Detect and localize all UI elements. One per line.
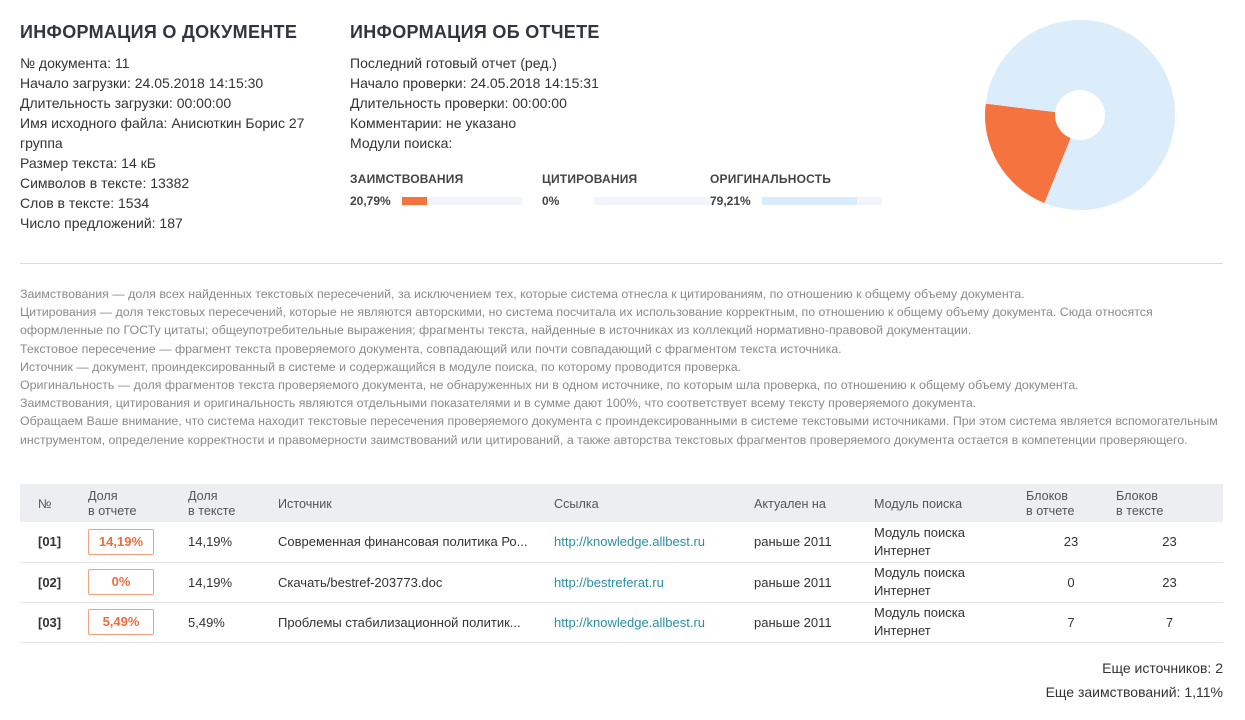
row-date: раньше 2011 bbox=[754, 602, 874, 642]
metric-citations-bar bbox=[594, 197, 714, 205]
upload-start: Начало загрузки: 24.05.2018 14:15:30 bbox=[20, 75, 264, 91]
row-link[interactable]: http://knowledge.allbest.ru bbox=[554, 614, 706, 630]
header-source[interactable]: Источник bbox=[278, 496, 332, 511]
table-row[interactable] bbox=[20, 522, 1223, 562]
row-link-cell bbox=[554, 522, 754, 562]
metric-originality-bar bbox=[762, 197, 882, 205]
row-share-text: 5,49% bbox=[188, 602, 278, 642]
share-report-badge[interactable]: 5,49% bbox=[88, 609, 154, 635]
metric-citations-value: 0% bbox=[542, 194, 560, 208]
check-start: Начало проверки: 24.05.2018 14:15:31 bbox=[350, 75, 599, 91]
metric-originality-value: 79,21% bbox=[710, 194, 751, 208]
definition-citations: Цитирования — доля текстовых пересечений, которые не являются авторскими, но система посчитала их использование корректным, по отношению к общему объему документа. Сюда относятся оформленные по ГОСТу цитаты; общеупотребительные выражения; фрагменты текста, найденные в источниках из коллекций нормативно-правовой документации. bbox=[20, 305, 1153, 338]
table-row[interactable] bbox=[20, 562, 1223, 602]
row-module-line1: Модуль поиска bbox=[874, 565, 965, 580]
row-share-report bbox=[88, 522, 188, 562]
sentence-count: Число предложений: 187 bbox=[20, 215, 183, 231]
comments: Комментарии: не указано bbox=[350, 115, 517, 131]
definition-originality: Оригинальность — доля фрагментов текста проверяемого документа, не обнаруженных ни в одном источнике, по которым шла проверка, по отношению к общему объему документа. bbox=[20, 378, 1079, 393]
metric-borrowings-bar bbox=[402, 197, 522, 205]
header-share-text-line2: в тексте bbox=[188, 504, 236, 518]
row-blocks-report: 7 bbox=[1026, 602, 1116, 642]
more-borrowings bbox=[1046, 684, 1223, 700]
doc-number: № документа: 11 bbox=[20, 55, 130, 71]
row-share-report bbox=[88, 602, 188, 642]
last-report: Последний готовый отчет (ред.) bbox=[350, 55, 557, 71]
metric-borrowings-fill bbox=[402, 197, 427, 205]
definition-borrowings: Заимствования — доля всех найденных текстовых пересечений, за исключением тех, которые система отнесла к цитированиям, по отношению к общему объему документа. bbox=[20, 287, 1025, 301]
check-duration: Длительность проверки: 00:00:00 bbox=[350, 95, 567, 111]
definitions-text bbox=[20, 285, 1225, 449]
row-share-text: 14,19% bbox=[188, 562, 278, 602]
share-report-badge[interactable]: 0% bbox=[88, 569, 154, 595]
row-source-title: Современная финансовая политика Ро... bbox=[278, 534, 528, 550]
row-module bbox=[874, 562, 1026, 602]
row-link[interactable]: http://bestreferat.ru bbox=[554, 574, 664, 590]
more-borrowings-value: 1,11% bbox=[1184, 684, 1223, 700]
row-module-line1: Модуль поиска bbox=[874, 524, 965, 540]
text-size: Размер текста: 14 кБ bbox=[20, 155, 156, 171]
metric-borrowings-value: 20,79% bbox=[350, 194, 391, 208]
document-info-title: ИНФОРМАЦИЯ О ДОКУМЕНТЕ bbox=[20, 22, 298, 42]
header-blocks-text-line2: в тексте bbox=[1116, 504, 1164, 518]
row-link[interactable]: http://knowledge.allbest.ru bbox=[554, 534, 706, 550]
sources-table bbox=[20, 484, 1223, 643]
row-blocks-report: 0 bbox=[1026, 562, 1116, 602]
row-share-report bbox=[88, 562, 188, 602]
char-count: Символов в тексте: 13382 bbox=[20, 175, 190, 191]
section-divider bbox=[20, 263, 1223, 264]
row-module-line2: Интернет bbox=[874, 542, 931, 558]
header-module[interactable]: Модуль поиска bbox=[874, 496, 963, 511]
row-module-line2: Интернет bbox=[874, 583, 931, 598]
row-blocks-text: 7 bbox=[1116, 602, 1223, 642]
header-blocks-report-line1: Блоков bbox=[1026, 489, 1068, 503]
table-row[interactable] bbox=[20, 602, 1223, 642]
share-report-badge[interactable]: 14,19% bbox=[88, 529, 154, 555]
report-info-list bbox=[350, 53, 599, 153]
row-module-line1: Модуль поиска bbox=[874, 605, 965, 620]
more-borrowings-label: Еще заимствований: bbox=[1045, 684, 1181, 700]
header-blocks-text[interactable] bbox=[1116, 484, 1223, 522]
upload-duration: Длительность загрузки: 00:00:00 bbox=[20, 95, 232, 111]
metric-citations-label: ЦИТИРОВАНИЯ bbox=[542, 172, 638, 186]
row-link-cell bbox=[554, 562, 754, 602]
more-sources-value: 2 bbox=[1215, 660, 1223, 676]
row-module bbox=[874, 602, 1026, 642]
header-share-text[interactable] bbox=[188, 484, 278, 522]
header-share-text-line1: Доля bbox=[188, 489, 218, 503]
originality-pie-chart bbox=[985, 20, 1175, 210]
metric-borrowings-label: ЗАИМСТВОВАНИЯ bbox=[350, 172, 464, 186]
more-sources-label: Еще источников: bbox=[1102, 660, 1212, 676]
header-share-report-line1: Доля bbox=[88, 489, 118, 503]
row-link-cell bbox=[554, 602, 754, 642]
row-module-line2: Интернет bbox=[874, 623, 931, 638]
header-share-report-line2: в отчете bbox=[88, 504, 137, 518]
header-date[interactable]: Актуален на bbox=[754, 496, 826, 511]
word-count: Слов в тексте: 1534 bbox=[20, 195, 150, 211]
row-date: раньше 2011 bbox=[754, 522, 874, 562]
table-header-row bbox=[20, 484, 1223, 522]
row-num: [03] bbox=[20, 602, 88, 642]
row-share-text: 14,19% bbox=[188, 522, 278, 562]
definition-attention-note: Обращаем Ваше внимание, что система находит текстовые пересечения проверяемого документа с проиндексированными в системе текстовыми источниками. При этом система является вспомогательным инструментом, определение корректности и правомерности заимствований или цитирований, а также авторства текстовых фрагментов проверяемого документа остается в компетенции проверяющего. bbox=[20, 414, 1218, 447]
header-share-report[interactable] bbox=[88, 484, 188, 522]
header-link[interactable]: Ссылка bbox=[554, 496, 599, 511]
pie-center-hole bbox=[1055, 90, 1105, 140]
definition-text-overlap: Текстовое пересечение — фрагмент текста проверяемого документа, совпадающий или почти совпадающий с фрагментом текста источника. bbox=[20, 341, 842, 356]
more-sources bbox=[1102, 660, 1223, 676]
row-date: раньше 2011 bbox=[754, 562, 874, 602]
row-source-title: Проблемы стабилизационной политик... bbox=[278, 614, 521, 630]
definition-source: Источник — документ, проиндексированный в системе и содержащийся в модуле поиска, по которому проводится проверка. bbox=[20, 359, 742, 374]
metric-citations bbox=[542, 172, 714, 208]
row-module bbox=[874, 522, 1026, 562]
row-source[interactable] bbox=[278, 522, 554, 562]
document-info-list bbox=[20, 53, 330, 233]
row-source-title: Скачать/bestref-203773.doc bbox=[278, 574, 443, 590]
header-blocks-text-line1: Блоков bbox=[1116, 489, 1158, 503]
search-modules: Модули поиска: bbox=[350, 135, 453, 151]
row-blocks-report: 23 bbox=[1026, 522, 1116, 562]
header-blocks-report-line2: в отчете bbox=[1026, 504, 1075, 518]
source-file-name: Имя исходного файла: Анисюткин Борис 27 группа bbox=[20, 115, 305, 151]
header-blocks-report[interactable] bbox=[1026, 484, 1116, 522]
row-source[interactable] bbox=[278, 562, 554, 602]
row-num: [02] bbox=[20, 562, 88, 602]
row-blocks-text: 23 bbox=[1116, 562, 1223, 602]
header-num[interactable]: № bbox=[38, 496, 52, 511]
row-num: [01] bbox=[20, 522, 88, 562]
metric-originality-fill bbox=[762, 197, 857, 205]
report-info-title: ИНФОРМАЦИЯ ОБ ОТЧЕТЕ bbox=[350, 22, 600, 42]
row-source[interactable] bbox=[278, 602, 554, 642]
definition-sum-note: Заимствования, цитирования и оригинальность являются отдельными показателями и в сумме дают 100%, что соответствует всему тексту проверяемого документа. bbox=[20, 396, 977, 411]
metric-originality bbox=[710, 172, 882, 208]
metric-originality-label: ОРИГИНАЛЬНОСТЬ bbox=[710, 172, 832, 186]
metric-borrowings bbox=[350, 172, 522, 208]
row-blocks-text: 23 bbox=[1116, 522, 1223, 562]
